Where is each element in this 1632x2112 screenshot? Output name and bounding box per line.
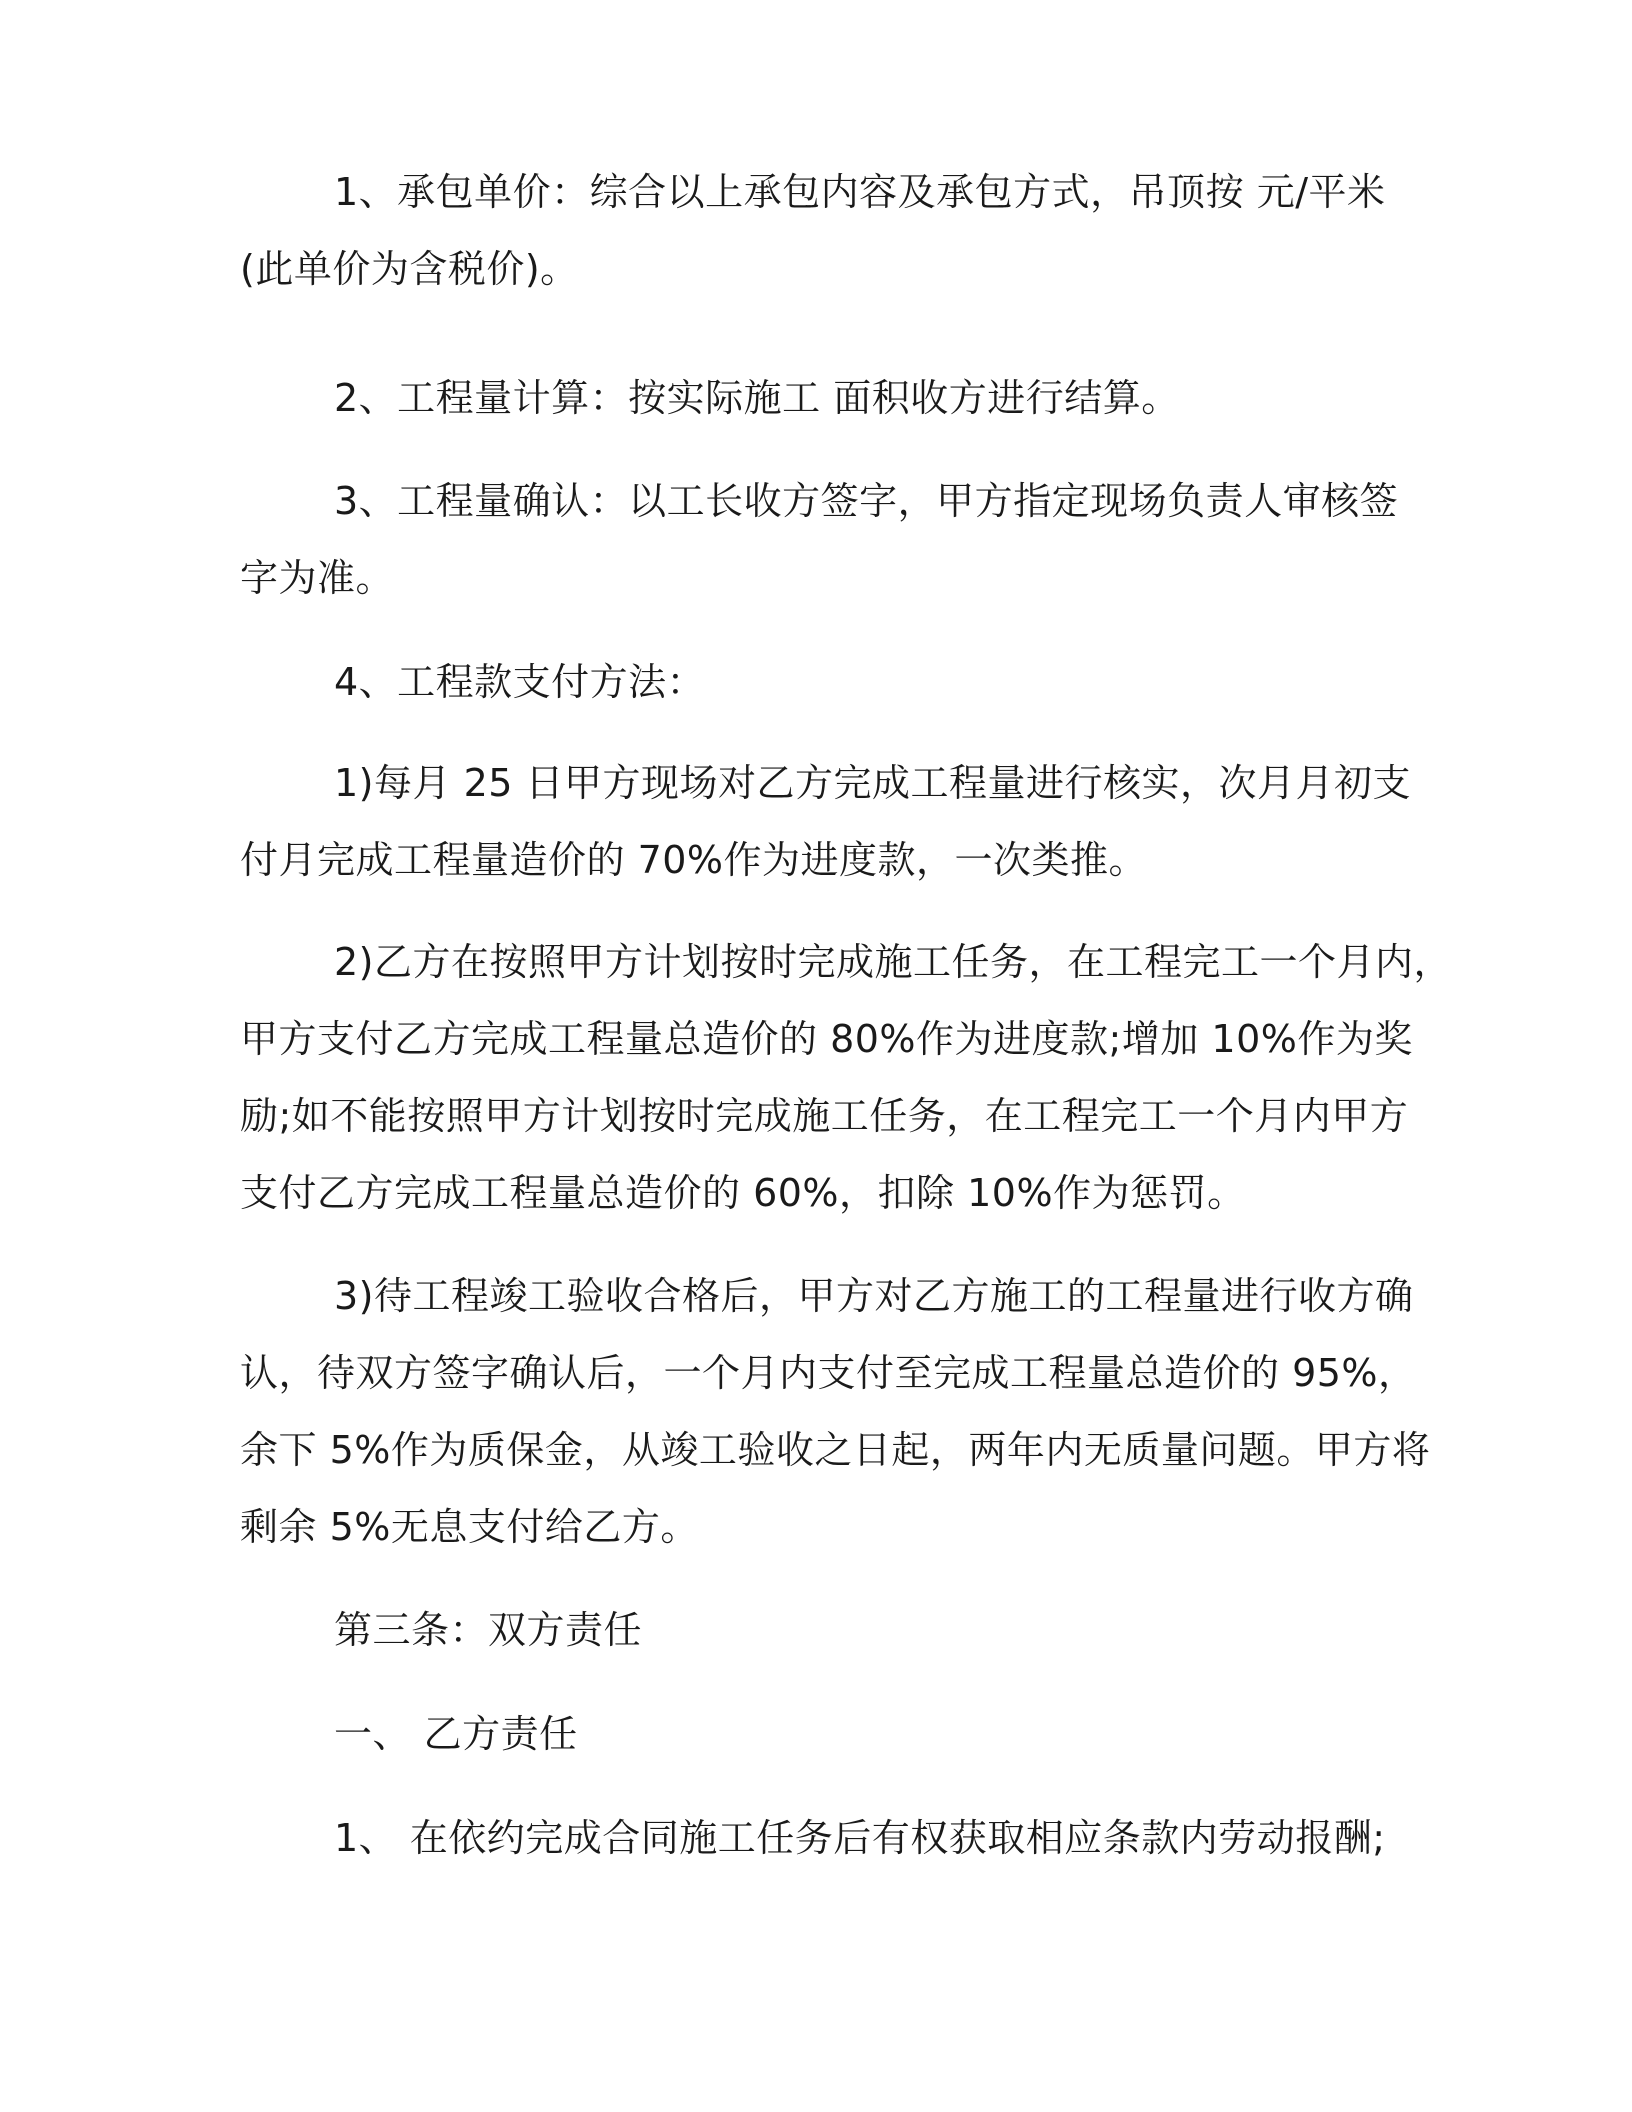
paragraph-payment-method — [240, 644, 705, 721]
paragraph-line: 1、承包单价：综合以上承包内容及承包方式，吊顶按 元/平米 — [334, 170, 1386, 214]
paragraph-line: 一、 乙方责任 — [334, 1712, 578, 1756]
paragraph-line: 支付乙方完成工程量总造价的 60%，扣除 10%作为惩罚。 — [240, 1171, 1246, 1215]
paragraph-party-b-item-1 — [240, 1800, 1386, 1877]
paragraph-line: 付月完成工程量造价的 70%作为进度款，一次类推。 — [240, 838, 1148, 882]
paragraph-line: 认，待双方签字确认后，一个月内支付至完成工程量总造价的 95%， — [240, 1351, 1417, 1395]
paragraph-line: 3、工程量确认：以工长收方签字，甲方指定现场负责人审核签 — [334, 479, 1399, 523]
paragraph-line: (此单价为含税价)。 — [240, 247, 579, 291]
paragraph-line: 励;如不能按照甲方计划按时完成施工任务，在工程完工一个月内甲方 — [240, 1094, 1409, 1138]
paragraph-line: 3)待工程竣工验收合格后，甲方对乙方施工的工程量进行收方确 — [334, 1274, 1414, 1318]
paragraph-line: 余下 5%作为质保金，从竣工验收之日起，两年内无质量问题。甲方将 — [240, 1428, 1431, 1472]
paragraph-line: 2、工程量计算：按实际施工 面积收方进行结算。 — [334, 376, 1180, 420]
paragraph-payment-item-3 — [240, 1258, 1430, 1566]
paragraph-payment-item-1 — [240, 745, 1411, 899]
paragraph-line: 字为准。 — [240, 556, 395, 600]
subsection-heading-party-b — [240, 1696, 578, 1773]
paragraph-quantity-confirmation — [240, 463, 1398, 617]
paragraph-line: 甲方支付乙方完成工程量总造价的 80%作为进度款;增加 10%作为奖 — [240, 1017, 1413, 1061]
paragraph-line: 第三条：双方责任 — [334, 1608, 643, 1652]
paragraph-quantity-calculation — [240, 360, 1180, 437]
paragraph-line: 2)乙方在按照甲方计划按时完成施工任务，在工程完工一个月内， — [334, 940, 1453, 984]
section-heading-article-three — [240, 1592, 642, 1669]
paragraph-unit-price — [240, 154, 1386, 308]
paragraph-line: 1)每月 25 日甲方现场对乙方完成工程量进行核实，次月月初支 — [334, 761, 1412, 805]
paragraph-line: 1、 在依约完成合同施工任务后有权获取相应条款内劳动报酬; — [334, 1816, 1386, 1860]
paragraph-line: 4、工程款支付方法： — [334, 660, 706, 704]
paragraph-line: 剩余 5%无息支付给乙方。 — [240, 1505, 699, 1549]
paragraph-payment-item-2 — [240, 924, 1452, 1232]
